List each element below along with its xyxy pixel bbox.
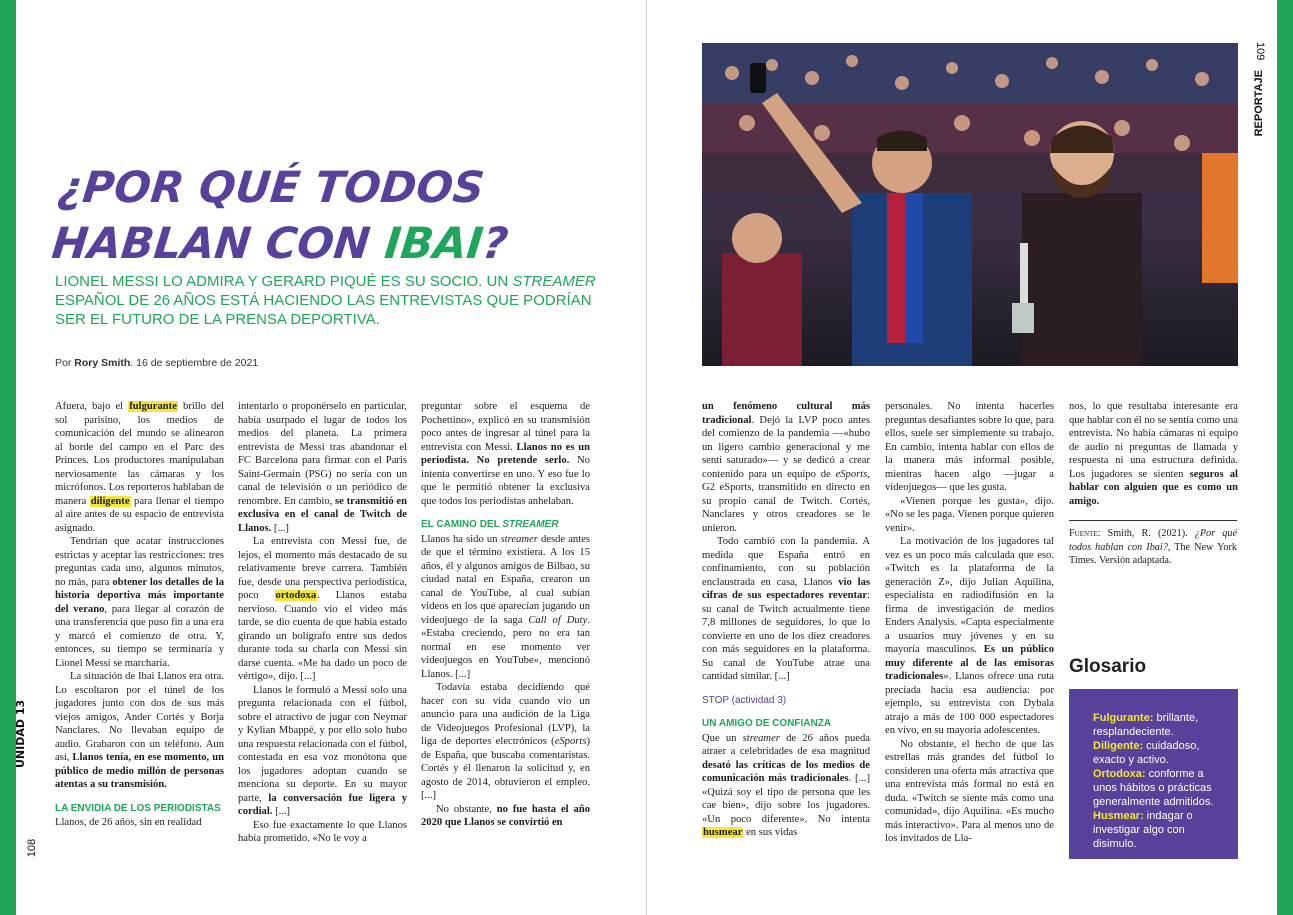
title-line-1: ¿POR QUÉ TODOS: [55, 163, 487, 213]
column-5: [885, 400, 1054, 846]
paragraph: Afuera, bajo el fulgurante brillo del sol parisino, los medios de comunicación del mundo se alinearon al borde del campo en el Parc des Princes. Los productores manipulaban nerviosamente las cámaras y los micrófonos. Los reporteros hablaban de manera diligente para llenar el tiempo al aire antes de su espacio de entrevista asignado.: [55, 401, 224, 534]
column-4: [702, 400, 870, 840]
paragraph: Tendrían que acatar instrucciones estrictas y aceptar las restricciones: tres preguntas cada uno, algunos minutos, no más, para obtener los detalles de la historia deportiva más importante del verano, para llegar al corazón de una transferencia que puso fin a una era y marcó el comienzo de otra. Y, entonces, su tiempo se terminaría y Lionel Messi se marcharía.: [55, 536, 225, 669]
article-title: [49, 160, 621, 272]
title-line-2: [49, 216, 615, 272]
subheading: EL CAMINO DEL STREAMER: [421, 519, 559, 530]
paragraph: Llanos, de 26 años, sin en realidad: [55, 817, 202, 828]
subheading: LA ENVIDIA DE LOS PERIODISTAS: [55, 802, 221, 814]
stop-marker: STOP (actividad 3): [702, 694, 787, 706]
left-page-number: 108: [26, 838, 38, 858]
subheading: UN AMIGO DE CONFIANZA: [702, 718, 832, 729]
byline-date: . 16 de septiembre de 2021: [130, 357, 259, 369]
paragraph: La situación de Ibai Llanos era otra. Lo escoltaron por el túnel de los jugadores junto con dos de sus más viejos amigos, Ander Cortés y Borja Nanclares. No llevaban equipo de audio. Grabaron con un teléfono. Aun así, Llanos tenía, en ese momento, un público de medio millón de personas atentas a su transmisión.: [55, 671, 224, 790]
stadium-selfie-photo: [702, 43, 1238, 366]
byline-prefix: Por: [55, 357, 75, 369]
glossary-heading: Glosario: [1069, 656, 1147, 677]
glossary-highlight: fulgurante: [129, 401, 177, 412]
byline: [55, 357, 258, 369]
title-highlight-name: IBAI: [382, 219, 486, 269]
paragraph: preguntar sobre el esquema de Pochettino», explicó en su transmisión poco antes de ingresar al túnel para la entrevista con Messi. Llanos no es un periodista. No pretende serlo. No intenta convertirse en uno. Y eso fue lo que le permitió obtener la exclusiva que todos los periodistas anhelaban.: [421, 401, 590, 507]
source-label: Fuente: [1069, 528, 1098, 539]
paragraph: Llanos ha sido un streamer desde antes de que el término existiera. A los 15 años, él y algunos amigos de Bilbao, su ciudad natal en España, crearon un canal de YouTube, al cual subían videos en los que aparecían jugando un videojuego de la saga Call of Duty. «Estaba creciendo, pero no era tan normal en ese momento ver videojuegos en YouTube», mencionó Llanos. [...]: [421, 533, 590, 680]
glossary-highlight: diligente: [90, 495, 130, 507]
paragraph: personales. No intenta hacerles preguntas desafiantes sobre lo que, para ellos, suele ser simplemente su trabajo. En cambio, intenta hablar con ellos de la manera más informal posible, mientras hacen algo —jugar a videojuegos— que les gusta.: [885, 401, 1054, 493]
page-gutter: [646, 0, 647, 915]
column-1: [55, 400, 224, 830]
byline-author: Rory Smith: [74, 357, 131, 369]
left-page-edge-bar: [0, 0, 16, 915]
paragraph: No obstante, no fue hasta el año 2020 que Llanos se convirtió en: [421, 803, 591, 828]
source-citation: Fuente: Smith, R. (2021). ¿Por qué todos hablan con Ibai?, The New York Times. Versión adaptada.: [1069, 520, 1237, 568]
dek-italic: STREAMER: [512, 273, 596, 290]
column-3: [421, 400, 590, 830]
paragraph: Todavía estaba decidiendo qué hacer con su vida cuando vio un anuncio para una audición de la Liga de Videojuegos Profesional (LVP), la liga de deportes electrónicos (eSports) de España, que buscaba comentaristas. Cortés y él llenaron la solicitud y, en agosto de 2014, obtuvieron el empleo. [...]: [421, 682, 590, 801]
article-dek: [55, 272, 600, 329]
dek-text: LIONEL MESSI LO ADMIRA Y GERARD PIQUÉ ES SU SOCIO. UN: [55, 273, 513, 290]
right-margin-labels: [1250, 42, 1270, 152]
glossary-highlight: husmear: [703, 827, 743, 838]
section-label: REPORTAJE: [1253, 70, 1265, 137]
right-page-number: 109: [1254, 42, 1266, 61]
dek-text-end: ESPAÑOL DE 26 AÑOS ESTÁ HACIENDO LAS ENTREVISTAS QUE PODRÍAN SER EL FUTURO DE LA PRENSA DEPORTIVA.: [55, 292, 592, 328]
glossary-highlight: ortodoxa: [275, 590, 317, 601]
paragraph: Todo cambió con la pandemia. A medida que España entró en confinamiento, con su población enclaustrada en casa, Llanos vio las cifras de sus espectadores reventar: su canal de Twitch actualmente tiene 7,8 millones de seguidores, lo que lo convierte en uno de los diez creadores con más seguidores en la plataforma. Su canal de YouTube atrae una cantidad similar. [...]: [702, 536, 870, 682]
title-question-mark: ?: [480, 219, 511, 269]
article-photo: [702, 43, 1238, 366]
paragraph: nos, lo que resultaba interesante era que hablar con él no se sentía como una entrevista. No había cámaras ni equipo de audio ni preguntas de llamada y respuesta ni una estructura definida. Los jugadores se sienten seguros al hablar con alguien que es como un amigo.: [1069, 401, 1238, 507]
glossary-box: [1069, 689, 1238, 859]
glossary-item: Fulgurante: brillante, resplandeciente.: [1093, 712, 1199, 738]
glossary-item: Husmear: indagar o investigar algo con disimulo.: [1093, 810, 1193, 850]
paragraph: intentarlo o proponérselo en particular, había usurpado el lugar de todos los medios del planeta. La primera entrevista de Messi tras abandonar el FC Barcelona para firmar con el Paris Saint-Germain (PSG) no sería con un canal de televisión o un periódico de renombre. En cambio, se transmitió en exclusiva en el canal de Twitch de Llanos. [...]: [238, 401, 407, 534]
right-page-edge-bar: [1277, 0, 1293, 915]
glossary-item: Ortodoxa: conforme a unos hábitos o prácticas generalmente admitidos.: [1093, 768, 1214, 808]
paragraph: Que un streamer de 26 años pueda atraer a celebridades de esa magnitud desató las críticas de los medios de comunicación más tradicionales. [...] «Quizá soy el tipo de persona que les cae bien», dijo sobre los jugadores. «Un poco diferente». No intenta husmear en sus vidas: [702, 732, 870, 838]
column-6: [1069, 400, 1238, 508]
title-line-2-text: HABLAN CON: [49, 219, 388, 269]
paragraph: Eso fue exactamente lo que Llanos había prometido. «No le voy a: [238, 819, 407, 844]
paragraph: No obstante, el hecho de que las estrellas más grandes del fútbol lo consideren una oferta más atractiva que una entrevista más formal no está en duda. «Twitch se siente más como una comunidad», dijo Aquilina. «Es mucho más interactivo». Para al menos uno de los invitados de Lla-: [885, 738, 1054, 844]
glossary-item: Diligente: cuidadoso, exacto y activo.: [1093, 740, 1200, 766]
paragraph: La motivación de los jugadores tal vez es un poco más calculada que eso. «Twitch es la plataforma de la generación Z», dijo Julian Aquilina, especialista en radiodifusión en la firma de investigación de medios Enders Analysis. «Capta especialmente a usuarios muy jóvenes y en su mayoría masculinos. Es un público muy diferente al de las emisoras tradicionales». Llanos ofrece una ruta preciada hacia esa audiencia: por ejemplo, su entrevista con Dybala atrajo a más de 100 000 espectadores en vivo, en su mayoría adolescentes.: [885, 536, 1054, 736]
paragraph: Llanos le formuló a Messi solo una pregunta relacionada con el fútbol, sobre el atractivo de jugar con Neymar y Kylian Mbappé, y por ello solo hubo una respuesta relacionada con el fútbol, contestada en esa voz monótona que los jugadores adoptan cuando se menciona su deporte. En su mayor parte, la conversación fue ligera y cordial. [...]: [238, 684, 407, 817]
column-2: [238, 400, 407, 846]
paragraph: La entrevista con Messi fue, de lejos, el momento más destacado de su relativamente breve carrera. También fue, desde una perspectiva periodística, poco ortodoxa. Llanos estaba nervioso. Cuando vio el video más tarde, se dio cuenta de que había estado girando un bolígrafo entre sus dedos durante toda su charla con Messi sin darse cuenta. «Me ha dado un poco de vértigo», dijo. [...]: [238, 536, 407, 682]
unit-label: UNIDAD 13: [14, 699, 27, 768]
paragraph: un fenómeno cultural más tradicional. Dejó la LVP poco antes del comienzo de la pandemia —«hubo un ligero cambio generacional y me sentí saturado»— y se dedicó a crear contenido para un equipo de eSports, G2 eSports, transmitido en directo en su propio canal de Twitch. Cortés, Nanclares y otros creadores se le unieron.: [702, 401, 870, 534]
paragraph: «Vienen porque les gusta», dijo. «No se les paga. Vienen porque quieren venir».: [885, 495, 1054, 534]
